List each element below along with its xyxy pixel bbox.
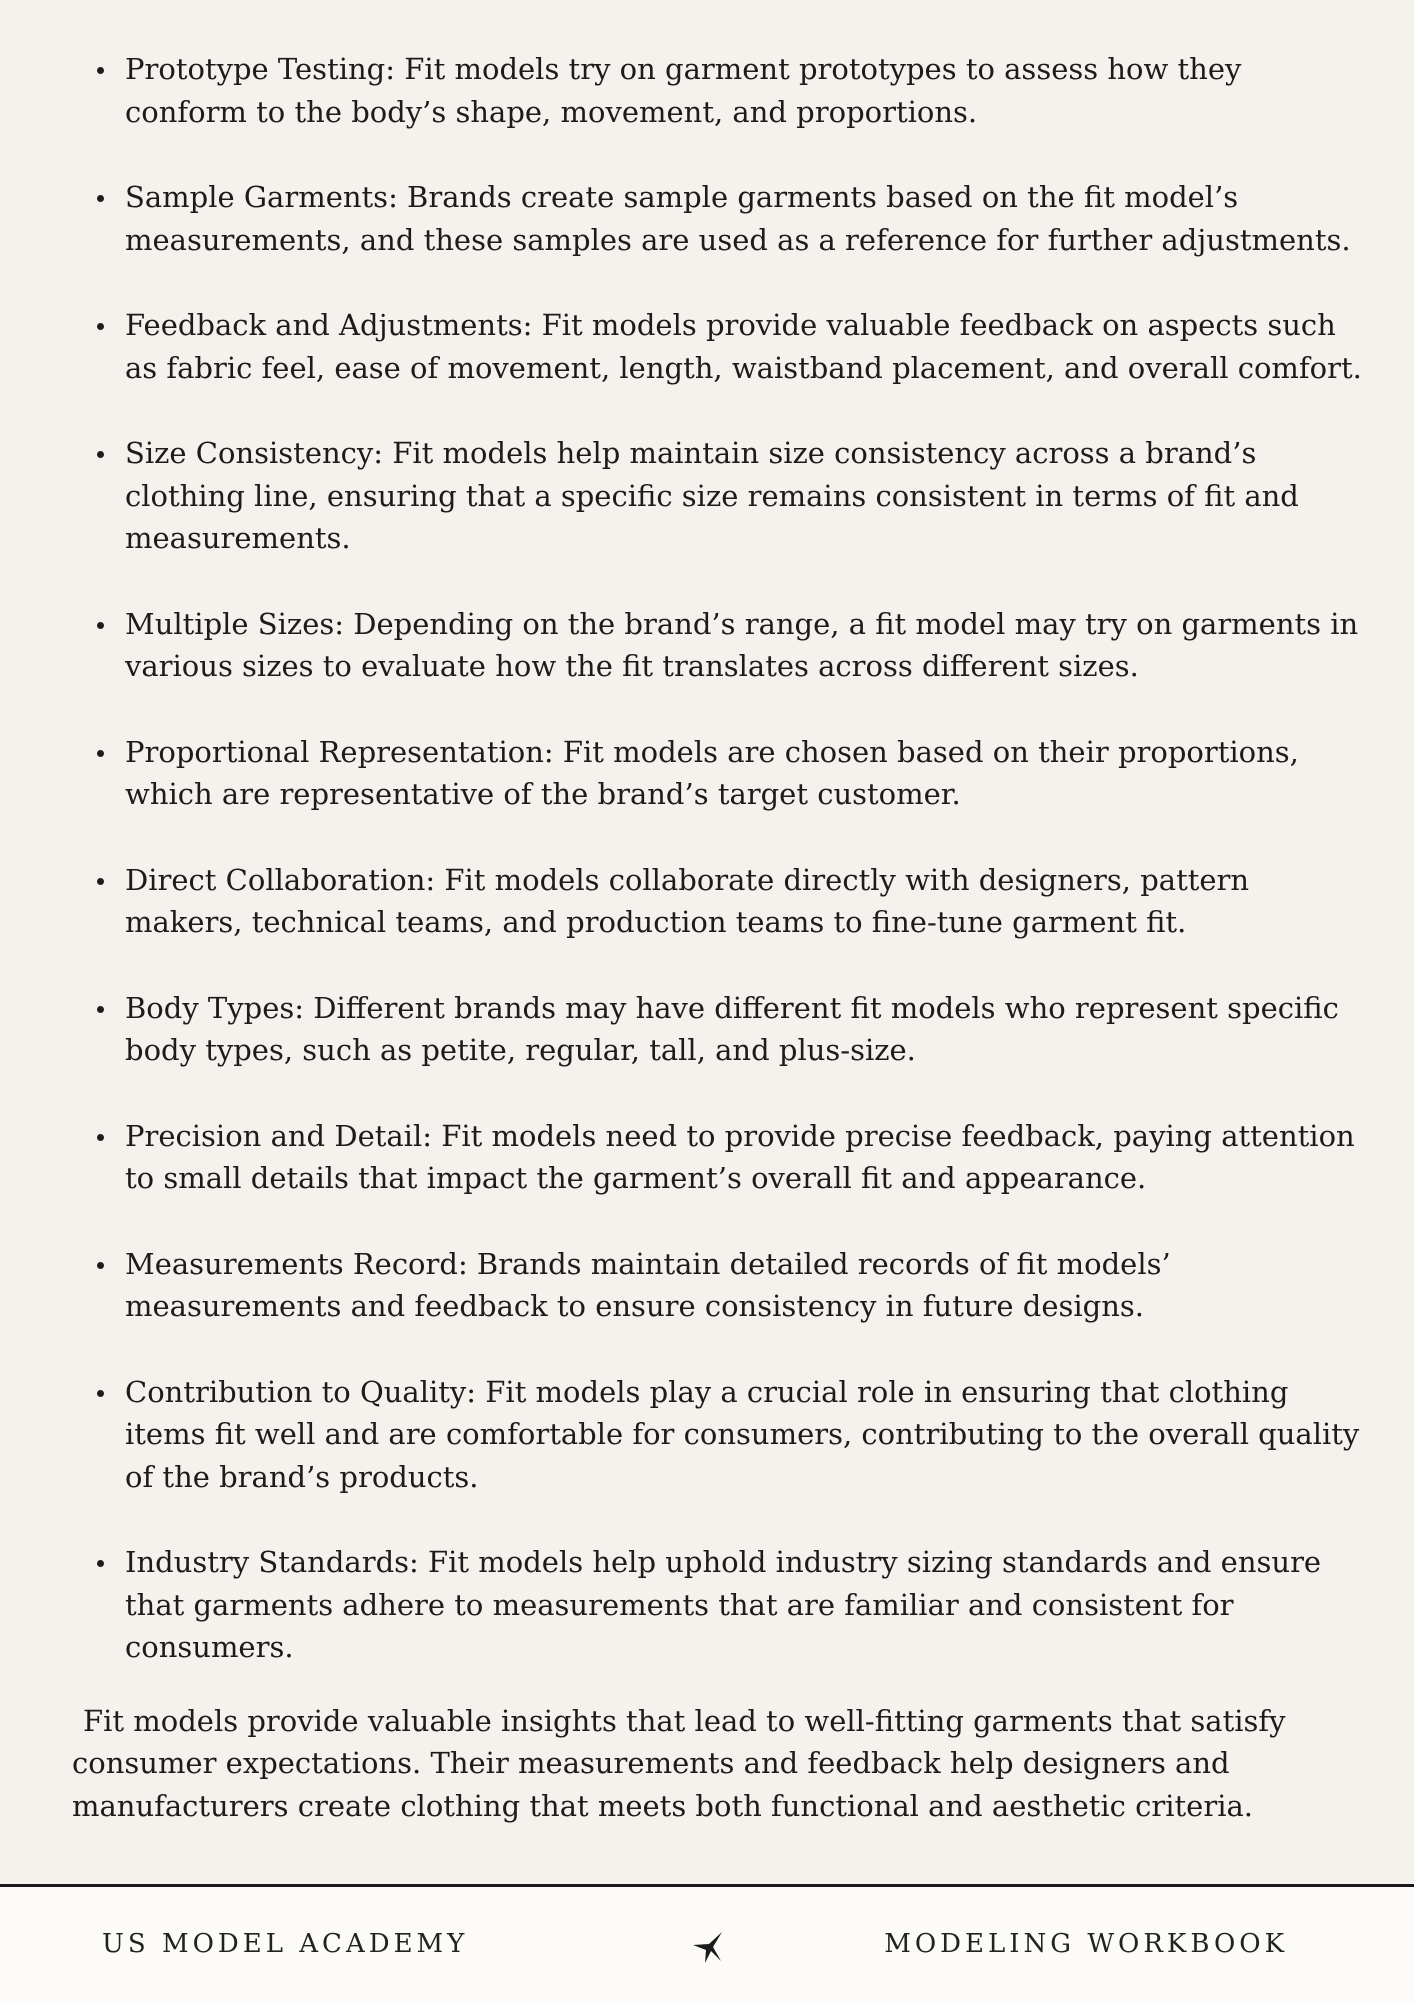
bullet-icon bbox=[97, 451, 104, 458]
list-item bbox=[72, 304, 1362, 389]
list-item bbox=[72, 1243, 1362, 1328]
list-item bbox=[72, 731, 1362, 816]
list-item bbox=[72, 1371, 1362, 1499]
bullet-icon bbox=[97, 67, 104, 74]
list-item bbox=[72, 432, 1362, 560]
bullet-icon bbox=[97, 1006, 104, 1013]
page-content bbox=[72, 48, 1362, 1856]
bullet-icon bbox=[97, 878, 104, 885]
list-item-text: Precision and Detail: Fit models need to provide precise feedback, paying attention to small details that impact the garment’s overall fit and appearance. bbox=[125, 1118, 1355, 1195]
bullet-icon bbox=[97, 323, 104, 330]
bullet-icon bbox=[97, 1390, 104, 1397]
list-item bbox=[72, 1541, 1362, 1669]
list-item bbox=[72, 603, 1362, 688]
bullet-icon bbox=[97, 750, 104, 757]
list-item-text: Multiple Sizes: Depending on the brand’s range, a fit model may try on garments in various sizes to evaluate how the fit translates across different sizes. bbox=[125, 606, 1359, 683]
list-item-text: Feedback and Adjustments: Fit models provide valuable feedback on aspects such as fabric feel, ease of movement, length, waistband placement, and overall comfort. bbox=[125, 308, 1362, 385]
list-item-text: Prototype Testing: Fit models try on garment prototypes to assess how they conform to the body’s shape, movement, and proportions. bbox=[125, 52, 1242, 129]
list-item-text: Size Consistency: Fit models help maintain size consistency across a brand’s clothing line, ensuring that a specific size remains consistent in terms of fit and measurements. bbox=[125, 436, 1299, 555]
bullet-icon bbox=[97, 1560, 104, 1567]
summary-paragraph: Fit models provide valuable insights that lead to well-fitting garments that satisfy consumer expectations. Their measurements and feedback help designers and manufacturers create clothing that meets both functional and aesthetic criteria. bbox=[72, 1703, 1286, 1823]
list-item bbox=[72, 859, 1362, 944]
list-item bbox=[72, 1115, 1362, 1200]
four-point-star-icon bbox=[688, 1929, 724, 1965]
list-item bbox=[72, 987, 1362, 1072]
bullet-icon bbox=[97, 195, 104, 202]
list-item bbox=[72, 48, 1362, 133]
footer-brand: US MODEL ACADEMY bbox=[102, 1929, 469, 1959]
list-item-text: Measurements Record: Brands maintain detailed records of fit models’ measurements and feedback to ensure consistency in future designs. bbox=[125, 1246, 1171, 1323]
bullet-icon bbox=[97, 1262, 104, 1269]
list-item-text: Sample Garments: Brands create sample garments based on the fit model’s measurements, and these samples are used as a reference for further adjustments. bbox=[125, 180, 1351, 257]
bullet-icon bbox=[97, 1134, 104, 1141]
list-item-text: Direct Collaboration: Fit models collaborate directly with designers, pattern makers, technical teams, and production teams to fine-tune garment fit. bbox=[125, 862, 1250, 939]
list-item-text: Proportional Representation: Fit models are chosen based on their proportions, which are representative of the brand’s target customer. bbox=[125, 734, 1299, 811]
page-footer bbox=[0, 1884, 1414, 2003]
list-item-text: Body Types: Different brands may have different fit models who represent specific body types, such as petite, regular, tall, and plus-size. bbox=[125, 990, 1339, 1067]
list-item-text: Contribution to Quality: Fit models play a crucial role in ensuring that clothing items fit well and are comfortable for consumers, contributing to the overall quality of the brand’s products. bbox=[125, 1374, 1360, 1494]
list-item bbox=[72, 176, 1362, 261]
footer-title: MODELING WORKBOOK bbox=[884, 1929, 1288, 1959]
bullet-list bbox=[72, 48, 1362, 1669]
list-item-text: Industry Standards: Fit models help uphold industry sizing standards and ensure that garments adhere to measurements that are familiar and consistent for consumers. bbox=[125, 1545, 1322, 1664]
bullet-icon bbox=[97, 622, 104, 629]
